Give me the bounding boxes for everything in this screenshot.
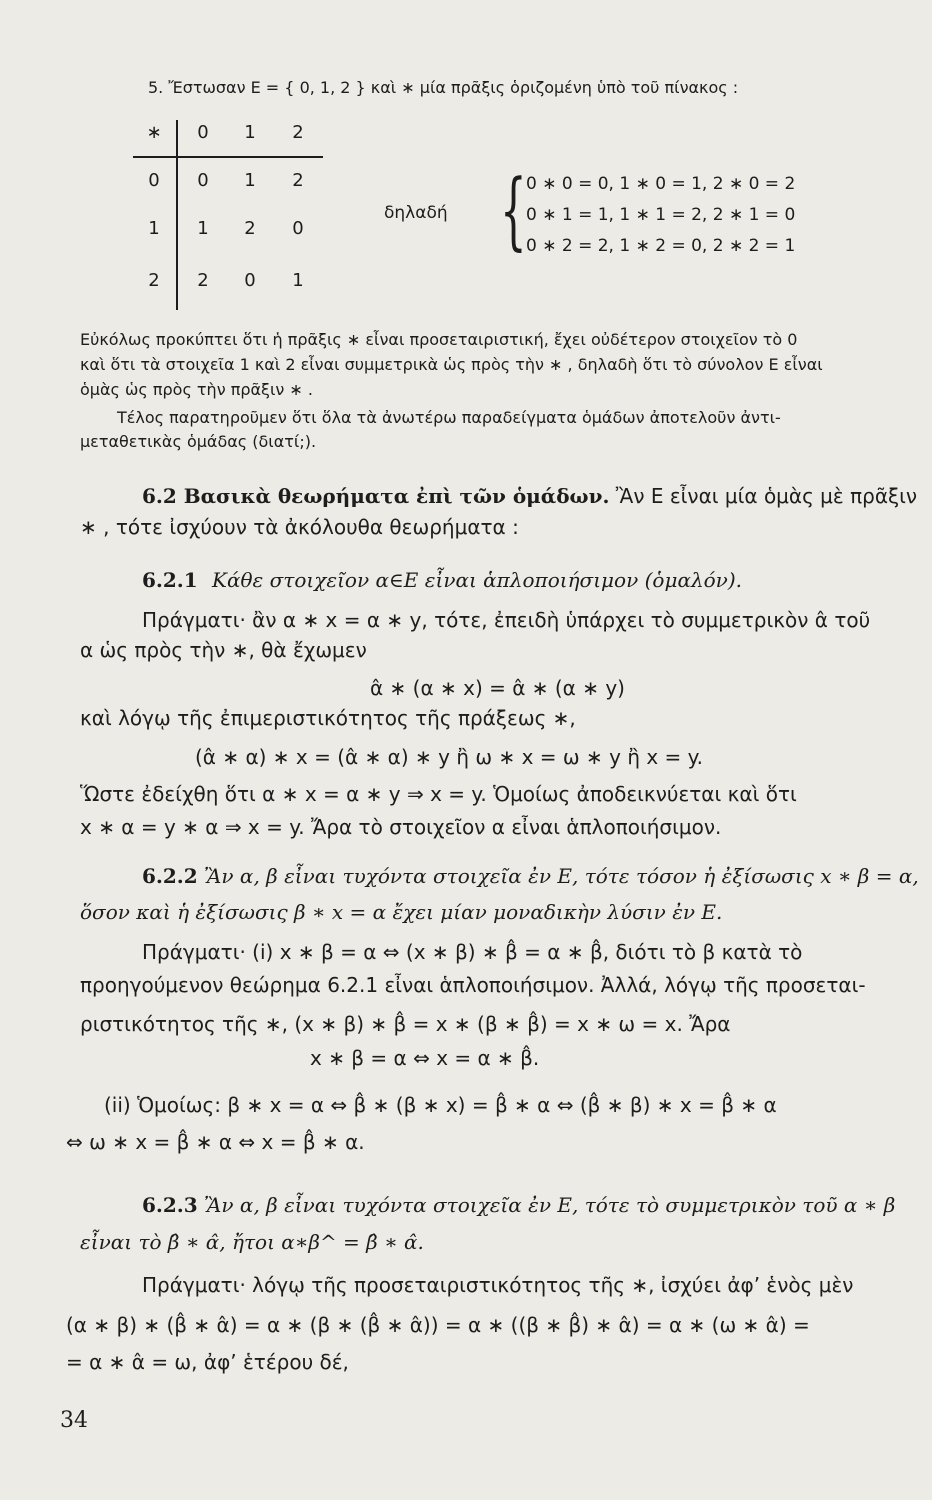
proof-line: προηγούμενον θεώρημα 6.2.1 εἶναι ἁπλοποιήσιμον. Ἀλλά, λόγῳ τῆς προσεται- bbox=[80, 973, 866, 997]
table-cell: 2 bbox=[197, 270, 209, 291]
brace-symbol: { bbox=[500, 161, 527, 259]
proof-line: α ὡς πρὸς τὴν ∗, θὰ ἔχωμεν bbox=[80, 638, 367, 662]
paragraph-line: μεταθετικὰς ὁμάδας (διατί;). bbox=[80, 432, 317, 451]
proof-equation: x ∗ β = α ⇔ x = α ∗ β̂. bbox=[310, 1046, 540, 1070]
theorem-621-statement-line bbox=[142, 568, 742, 592]
proof-equation: (α̂ ∗ α) ∗ x = (α̂ ∗ α) ∗ y ἢ ω ∗ x = ω ∗ y ἢ x = y. bbox=[195, 745, 703, 769]
theorem-number: 6.2.3 bbox=[142, 1193, 198, 1217]
equation-row: 0 ∗ 1 = 1, 1 ∗ 1 = 2, 2 ∗ 1 = 0 bbox=[526, 205, 796, 225]
paragraph-line: Τέλος παρατηροῦμεν ὅτι ὅλα τὰ ἀνωτέρω παραδείγματα ὁμάδων ἀποτελοῦν ἀντι- bbox=[117, 408, 781, 427]
table-cell: 1 bbox=[197, 218, 209, 239]
paragraph-line: καὶ ὅτι τὰ στοιχεῖα 1 καὶ 2 εἶναι συμμετρικὰ ὡς πρὸς τὴν ∗ , δηλαδὴ ὅτι τὸ σύνολον E εἶναι bbox=[80, 355, 823, 374]
proof-line: (α ∗ β) ∗ (β̂ ∗ α̂) = α ∗ (β ∗ (β̂ ∗ α̂)) = α ∗ ((β ∗ β̂) ∗ α̂) = α ∗ (ω ∗ α̂) = bbox=[66, 1313, 810, 1337]
proof-line: Πράγματι· λόγῳ τῆς προσεταιριστικότητος τῆς ∗, ἰσχύει ἀφ’ ἑνὸς μὲν bbox=[142, 1273, 854, 1297]
table-vertical-rule bbox=[176, 120, 178, 310]
section-intro-line: ∗ , τότε ἰσχύουν τὰ ἀκόλουθα θεωρήματα : bbox=[80, 515, 519, 539]
proof-line: Ὥστε ἐδείχθη ὅτι α ∗ x = α ∗ y ⇒ x = y. Ὁμοίως ἀποδεικνύεται καὶ ὅτι bbox=[80, 782, 797, 806]
proof-line: Πράγματι· ἂν α ∗ x = α ∗ y, τότε, ἐπειδὴ ὑπάρχει τὸ συμμετρικὸν α̂ τοῦ bbox=[142, 608, 871, 632]
theorem-622-statement-line bbox=[142, 864, 919, 888]
proof-line: καὶ λόγῳ τῆς ἐπιμεριστικότητος τῆς πράξεως ∗, bbox=[80, 706, 576, 730]
section-heading-rest: Ἂν E εἶναι μία ὁμὰς μὲ πρᾶξιν bbox=[609, 484, 918, 508]
section-heading-line bbox=[142, 484, 917, 508]
theorem-statement: εἶναι τὸ β̂ ∗ α̂, ἤτοι α∗β^ = β̂ ∗ α̂. bbox=[80, 1230, 424, 1254]
table-cell: 2 bbox=[292, 170, 304, 191]
table-cell: 0 bbox=[244, 270, 256, 291]
table-cell: 0 bbox=[292, 218, 304, 239]
paragraph-line: Εὐκόλως προκύπτει ὅτι ἡ πρᾶξις ∗ εἶναι προσεταιριστική, ἔχει οὐδέτερον στοιχεῖον τὸ 0 bbox=[80, 330, 798, 349]
dhladh-label: δηλαδή bbox=[384, 203, 448, 223]
theorem-number: 6.2.2 bbox=[142, 864, 198, 888]
table-cell: 1 bbox=[292, 270, 304, 291]
table-corner: ∗ bbox=[146, 122, 162, 143]
proof-line: ριστικότητος τῆς ∗, (x ∗ β) ∗ β̂ = x ∗ (β ∗ β̂) = x ∗ ω = x. Ἄρα bbox=[80, 1012, 731, 1036]
table-col-header: 0 bbox=[197, 122, 209, 143]
proof-line: (ii) Ὁμοίως: β ∗ x = α ⇔ β̂ ∗ (β ∗ x) = β̂ ∗ α ⇔ (β̂ ∗ β) ∗ x = β̂ ∗ α bbox=[104, 1093, 777, 1117]
table-row-header: 1 bbox=[148, 218, 160, 239]
theorem-statement: ὅσον καὶ ἡ ἐξίσωσις β ∗ x = α ἔχει μίαν μοναδικὴν λύσιν ἐν E. bbox=[80, 900, 723, 924]
table-row-header: 0 bbox=[148, 170, 160, 191]
section-heading: 6.2 Βασικὰ θεωρήματα ἐπὶ τῶν ὁμάδων. bbox=[142, 484, 610, 508]
page-number: 34 bbox=[60, 1408, 88, 1433]
proof-line: = α ∗ α̂ = ω, ἀφ’ ἑτέρου δέ, bbox=[66, 1350, 349, 1374]
table-col-header: 2 bbox=[292, 122, 304, 143]
table-cell: 0 bbox=[197, 170, 209, 191]
proof-line: x ∗ α = y ∗ α ⇒ x = y. Ἄρα τὸ στοιχεῖον α εἶναι ἁπλοποιήσιμον. bbox=[80, 815, 722, 839]
proof-equation: α̂ ∗ (α ∗ x) = α̂ ∗ (α ∗ y) bbox=[370, 676, 625, 700]
theorem-number: 6.2.1 bbox=[142, 568, 198, 592]
theorem-statement: Ἂν α, β εἶναι τυχόντα στοιχεῖα ἐν E, τότε τόσον ἡ ἐξίσωσις x ∗ β = α, bbox=[197, 864, 919, 888]
equation-row: 0 ∗ 2 = 2, 1 ∗ 2 = 0, 2 ∗ 2 = 1 bbox=[526, 236, 796, 256]
proof-line: Πράγματι· (i) x ∗ β = α ⇔ (x ∗ β) ∗ β̂ = α ∗ β̂, διότι τὸ β κατὰ τὸ bbox=[142, 940, 803, 964]
table-col-header: 1 bbox=[244, 122, 256, 143]
equation-row: 0 ∗ 0 = 0, 1 ∗ 0 = 1, 2 ∗ 0 = 2 bbox=[526, 174, 796, 194]
table-cell: 1 bbox=[244, 170, 256, 191]
table-horizontal-rule bbox=[133, 156, 323, 158]
example-intro: 5. Ἔστωσαν E = { 0, 1, 2 } καὶ ∗ μία πρᾶξις ὁριζομένη ὑπὸ τοῦ πίνακος : bbox=[148, 78, 739, 97]
table-row-header: 2 bbox=[148, 270, 160, 291]
proof-line: ⇔ ω ∗ x = β̂ ∗ α ⇔ x = β̂ ∗ α. bbox=[66, 1130, 365, 1154]
table-cell: 2 bbox=[244, 218, 256, 239]
theorem-statement: Κάθε στοιχεῖον α∈E εἶναι ἁπλοποιήσιμον (ὁμαλόν). bbox=[212, 568, 742, 592]
theorem-statement: Ἂν α, β εἶναι τυχόντα στοιχεῖα ἐν E, τότε τὸ συμμετρικὸν τοῦ α ∗ β bbox=[197, 1193, 896, 1217]
paragraph-line: ὁμὰς ὡς πρὸς τὴν πρᾶξιν ∗ . bbox=[80, 380, 313, 399]
theorem-623-statement-line bbox=[142, 1193, 895, 1217]
operation-table bbox=[133, 120, 323, 310]
